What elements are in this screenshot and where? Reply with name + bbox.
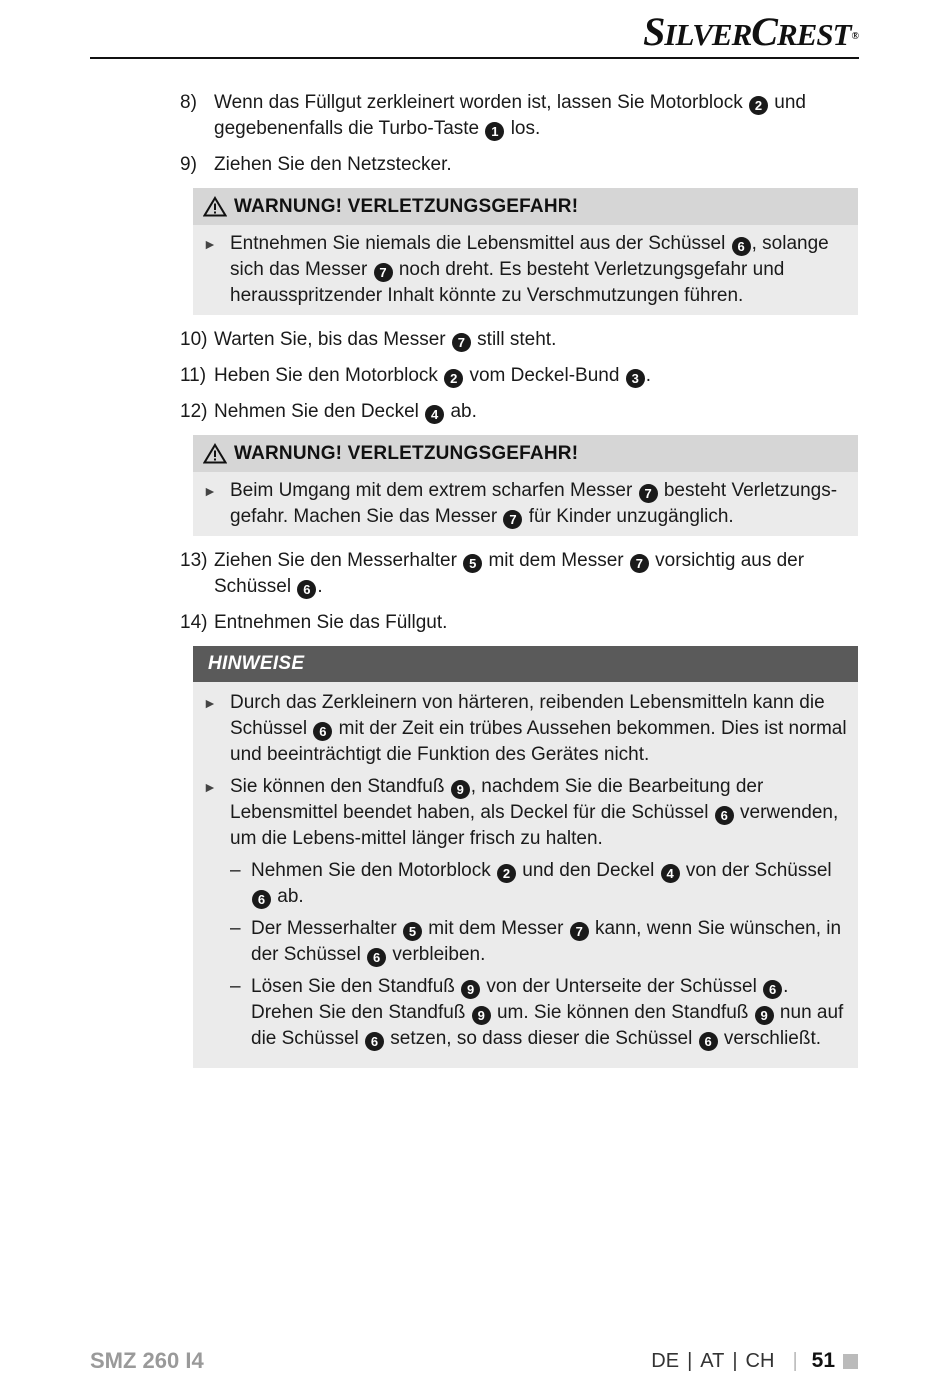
- part-number-badge: 5: [403, 922, 422, 941]
- arrow-bullet-icon: ►: [203, 483, 217, 499]
- part-number-badge: 3: [626, 369, 645, 388]
- part-number-badge: 2: [444, 369, 463, 388]
- part-number-badge: 7: [570, 922, 589, 941]
- warning-bullet: ► Beim Umgang mit dem extrem scharfen Messer 7 besteht Verletzungs-gefahr. Machen Sie das Messer 7 für Kinder unzugänglich.: [203, 480, 838, 527]
- header-rule: [90, 57, 859, 59]
- silvercrest-logo: SILVERCREST®: [643, 9, 858, 54]
- part-number-badge: 9: [472, 1006, 491, 1025]
- warning-header: WARNUNG! VERLETZUNGSGEFAHR!: [193, 188, 858, 225]
- step-14: 14) Entnehmen Sie das Füllgut.: [180, 612, 448, 633]
- warning-header: WARNUNG! VERLETZUNGSGEFAHR!: [193, 435, 858, 472]
- part-number-badge: 6: [313, 722, 332, 741]
- part-number-badge: 9: [451, 780, 470, 799]
- part-number-badge: 7: [452, 333, 471, 352]
- page-marker-square: [843, 1354, 858, 1369]
- part-number-badge: 6: [252, 890, 271, 909]
- part-number-badge: 2: [497, 864, 516, 883]
- part-number-badge: 6: [297, 580, 316, 599]
- step-11: 11) Heben Sie den Motorblock 2 vom Deckel-Bund 3 .: [180, 365, 651, 386]
- warning-triangle-icon: [203, 196, 227, 217]
- part-number-badge: 6: [365, 1032, 384, 1051]
- footer-page-info: DE | AT | CH | 51: [651, 1349, 858, 1373]
- hints-header: HINWEISE: [193, 646, 858, 682]
- lang-de: DE: [651, 1349, 680, 1372]
- part-number-badge: 6: [367, 948, 386, 967]
- step-12: 12) Nehmen Sie den Deckel 4 ab.: [180, 401, 477, 422]
- hint-bullet-2: ► Sie können den Standfuß 9 , nachdem Sie die Bearbeitung der Lebensmittel beendet haben, als Deckel für die Schüssel 6 verwenden, um die Lebens-mittel länger frisch zu halten. – Nehmen Sie den Motorblock 2 und den Deckel 4 von der Schüssel 6 ab. – Der Messerhalter 5 mit dem Messer 7 kann, wenn Sie wünschen, in der Schüssel 6 verbleiben. – Lösen Sie den Standfuß 9 von der Unterseite der Schüssel 6 . Drehen Sie den Standfuß 9 um. Sie können den Standfuß 9 nun auf die Schüssel 6 setzen, so dass dieser die Schüssel 6 verschließt.: [203, 774, 848, 1052]
- step-9: 9) Ziehen Sie den Netzstecker.: [180, 154, 452, 175]
- hint-bullet-1: ► Durch das Zerkleinern von härteren, reibenden Lebensmitteln kann die Schüssel 6 mit der Zeit ein trübes Aussehen bekommen. Dies ist normal und beeinträchtigt die Funktion des Gerätes nicht.: [203, 692, 847, 765]
- part-number-badge: 2: [749, 96, 768, 115]
- step-8: 8) Wenn das Füllgut zerkleinert worden ist, lassen Sie Motorblock 2 und gegebenenfalls die Turbo-Taste 1 los.: [180, 92, 806, 139]
- step-10: 10) Warten Sie, bis das Messer 7 still steht.: [180, 329, 557, 350]
- part-number-badge: 9: [461, 980, 480, 999]
- part-number-badge: 9: [755, 1006, 774, 1025]
- hints-box: [193, 646, 858, 1068]
- arrow-bullet-icon: ►: [203, 236, 217, 252]
- part-number-badge: 7: [639, 484, 658, 503]
- warning-box-1: [193, 188, 858, 315]
- warning-triangle-icon: [203, 443, 227, 464]
- step-13: 13) Ziehen Sie den Messerhalter 5 mit dem Messer 7 vorsichtig aus der Schüssel 6 .: [180, 550, 805, 597]
- part-number-badge: 7: [630, 554, 649, 573]
- part-number-badge: 1: [485, 122, 504, 141]
- part-number-badge: 6: [732, 237, 751, 256]
- main-content: [180, 90, 858, 1080]
- lang-ch: CH: [745, 1349, 775, 1372]
- lang-at: AT: [700, 1349, 725, 1372]
- sub-step-1: – Nehmen Sie den Motorblock 2 und den Deckel 4 von der Schüssel 6 ab.: [230, 860, 832, 907]
- part-number-badge: 6: [699, 1032, 718, 1051]
- warning-bullet: ► Entnehmen Sie niemals die Lebensmittel aus der Schüssel 6 , solange sich das Messer 7 noch dreht. Es besteht Verletzungsgefahr und herausspritzender Inhalt könnte zu Verschmutzungen führen.: [203, 233, 829, 306]
- warning-box-2: [193, 435, 858, 536]
- part-number-badge: 4: [425, 405, 444, 424]
- part-number-badge: 5: [463, 554, 482, 573]
- part-number-badge: 6: [715, 806, 734, 825]
- model-number: SMZ 260 I4: [90, 1348, 204, 1373]
- arrow-bullet-icon: ►: [203, 695, 217, 711]
- part-number-badge: 4: [661, 864, 680, 883]
- arrow-bullet-icon: ►: [203, 779, 217, 795]
- part-number-badge: 6: [763, 980, 782, 999]
- part-number-badge: 7: [374, 263, 393, 282]
- sub-step-3: – Lösen Sie den Standfuß 9 von der Unterseite der Schüssel 6 . Drehen Sie den Standfuß 9 um. Sie können den Standfuß 9 nun auf die Schüssel 6 setzen, so dass dieser die Schüssel 6 verschließt.: [230, 976, 844, 1049]
- part-number-badge: 7: [503, 510, 522, 529]
- sub-step-2: – Der Messerhalter 5 mit dem Messer 7 kann, wenn Sie wünschen, in der Schüssel 6 verbleiben.: [230, 918, 842, 965]
- page-number: 51: [811, 1349, 835, 1372]
